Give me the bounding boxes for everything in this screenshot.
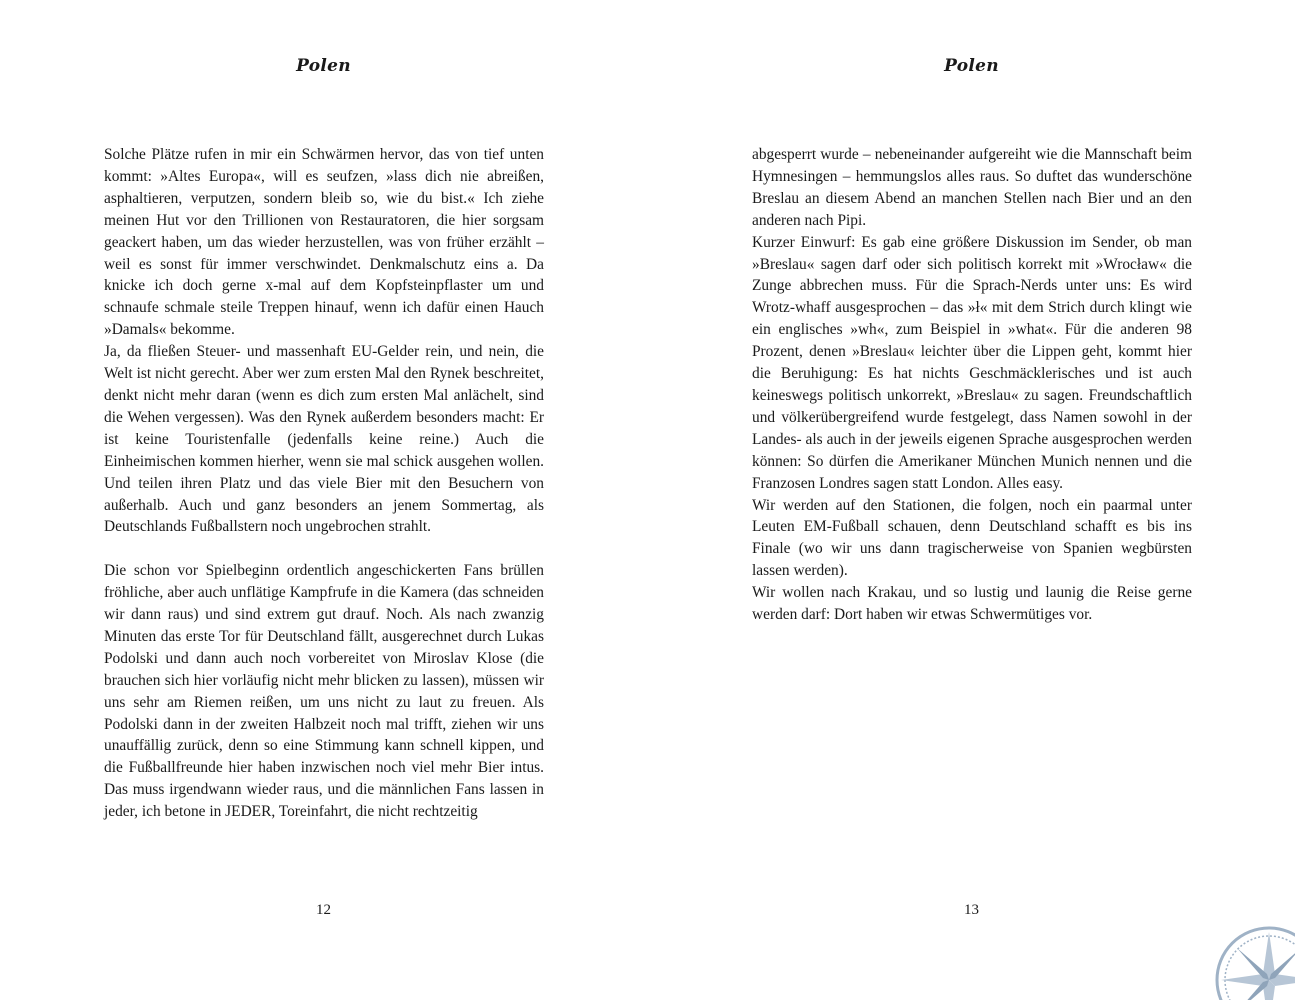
paragraph: Wir wollen nach Krakau, und so lustig und launig die Reise gerne werden darf: Dort haben wir etwas Schwermütiges vor. (752, 584, 1192, 624)
paragraph: Die schon vor Spielbeginn ordentlich angeschickerten Fans brüllen fröhliche, aber auch unflätige Kampfrufe in die Kamera (das schneiden wir dann raus) und sind extrem gut drauf. Noch. Als nach zwanzig Minuten das erste Tor für Deutschland fällt, ausgerechnet durch Lukas Podolski und dann auch noch vorbereitet von Miroslav Klose (die brauchen sich hier vorläufig nicht mehr blicken zu lassen), müssen wir uns sehr am Riemen reißen, um uns nicht zu laut zu freuen. Als Podolski dann in der zweiten Halbzeit noch mal trifft, ziehen wir uns unauffällig zurück, denn so eine Stimmung kann schnell kippen, und die Fußballfreunde hier haben inzwischen noch viel mehr Bier intus. Das muss irgendwann wieder raus, und die männlichen Fans lassen in jeder, ich betone in JEDER, Toreinfahrt, die nicht rechtzeitig (104, 562, 544, 821)
running-head-right: Polen (944, 56, 999, 76)
body-text-right (752, 144, 1192, 626)
paragraph: Ja, da fließen Steuer- und massenhaft EU-Gelder rein, und nein, die Welt ist nicht gerecht. Aber wer zum ersten Mal den Rynek beschreitet, denkt nicht mehr daran (wenn es dich zum ersten Mal anlächelt, sind die Wehen vergessen). Was den Rynek außerdem besonders macht: Er ist keine Touristenfalle (jedenfalls keine reine.) Auch die Einheimischen kommen hierher, wenn sie mal schick ausgehen wollen. Und teilen ihren Platz und das viele Bier mit den Besuchern von außerhalb. Auch und ganz besonders an jenem Sommertag, als Deutschlands Fußballstern noch ungebrochen strahlt. (104, 343, 544, 536)
running-head-left: Polen (296, 56, 351, 76)
page-number-right: 13 (964, 902, 979, 918)
paragraph: Wir werden auf den Stationen, die folgen, noch ein paarmal unter Leuten EM-Fußball schauen, denn Deutschland schafft es bis ins Finale (wo wir uns dann tragischerweise von Spanien wegbürsten lassen werden). (752, 496, 1192, 580)
paragraph: Kurzer Einwurf: Es gab eine größere Diskussion im Sender, ob man »Breslau« sagen darf oder sich politisch korrekt mit »Wrocław« die Zunge abbrechen muss. Für die Sprach-Nerds unter uns: Es wird Wrotz-whaff ausgesprochen – das »ł« mit dem Strich durch klingt wie ein englisches »wh«, zum Beispiel in »what«. Für die anderen 98 Prozent, denen »Breslau« leichter über die Lippen geht, kommt hier die Beruhigung: Es hat nichts Geschmäcklerisches und ist auch keineswegs politisch unkorrekt, »Breslau« zu sagen. Freundschaftlich und völkerübergreifend wurde festgelegt, dass Namen sowohl in der Landes- als auch in der jeweils eigenen Sprache ausgesprochen werden können: So dürfen die Amerikaner München Munich nennen und die Franzosen Londres sagen statt London. Alles easy. (752, 233, 1192, 492)
paragraph: Solche Plätze rufen in mir ein Schwärmen hervor, das von tief unten kommt: »Altes Europa«, will es seufzen, »lass dich nie abreißen, asphaltieren, verputzen, sondern bleib so, wie du bist.« Ich ziehe meinen Hut vor den Trillionen von Restauratoren, die hier sorgsam geackert haben, um das wieder herzustellen, was von früher erzählt – weil es sonst für immer verschwindet. Denkmalschutz eins a. Da knicke ich doch gerne x-mal auf dem Kopfsteinpflaster um und schnaufe schmale steile Treppen hinauf, wenn ich dafür einen Hauch »Damals« bekomme. (104, 146, 544, 339)
right-page (648, 0, 1295, 1000)
paragraph: abgesperrt wurde – nebeneinander aufgereiht wie die Mannschaft beim Hymnesingen – hemmungslos alles raus. So duftet das wunderschöne Breslau an diesem Abend an manchen Stellen nach Bier und an den anderen nach Pipi. (752, 146, 1192, 229)
body-text-left (104, 144, 544, 823)
compass-rose-icon (1207, 918, 1295, 1000)
left-page (0, 0, 647, 1000)
page-number-left: 12 (316, 902, 331, 918)
